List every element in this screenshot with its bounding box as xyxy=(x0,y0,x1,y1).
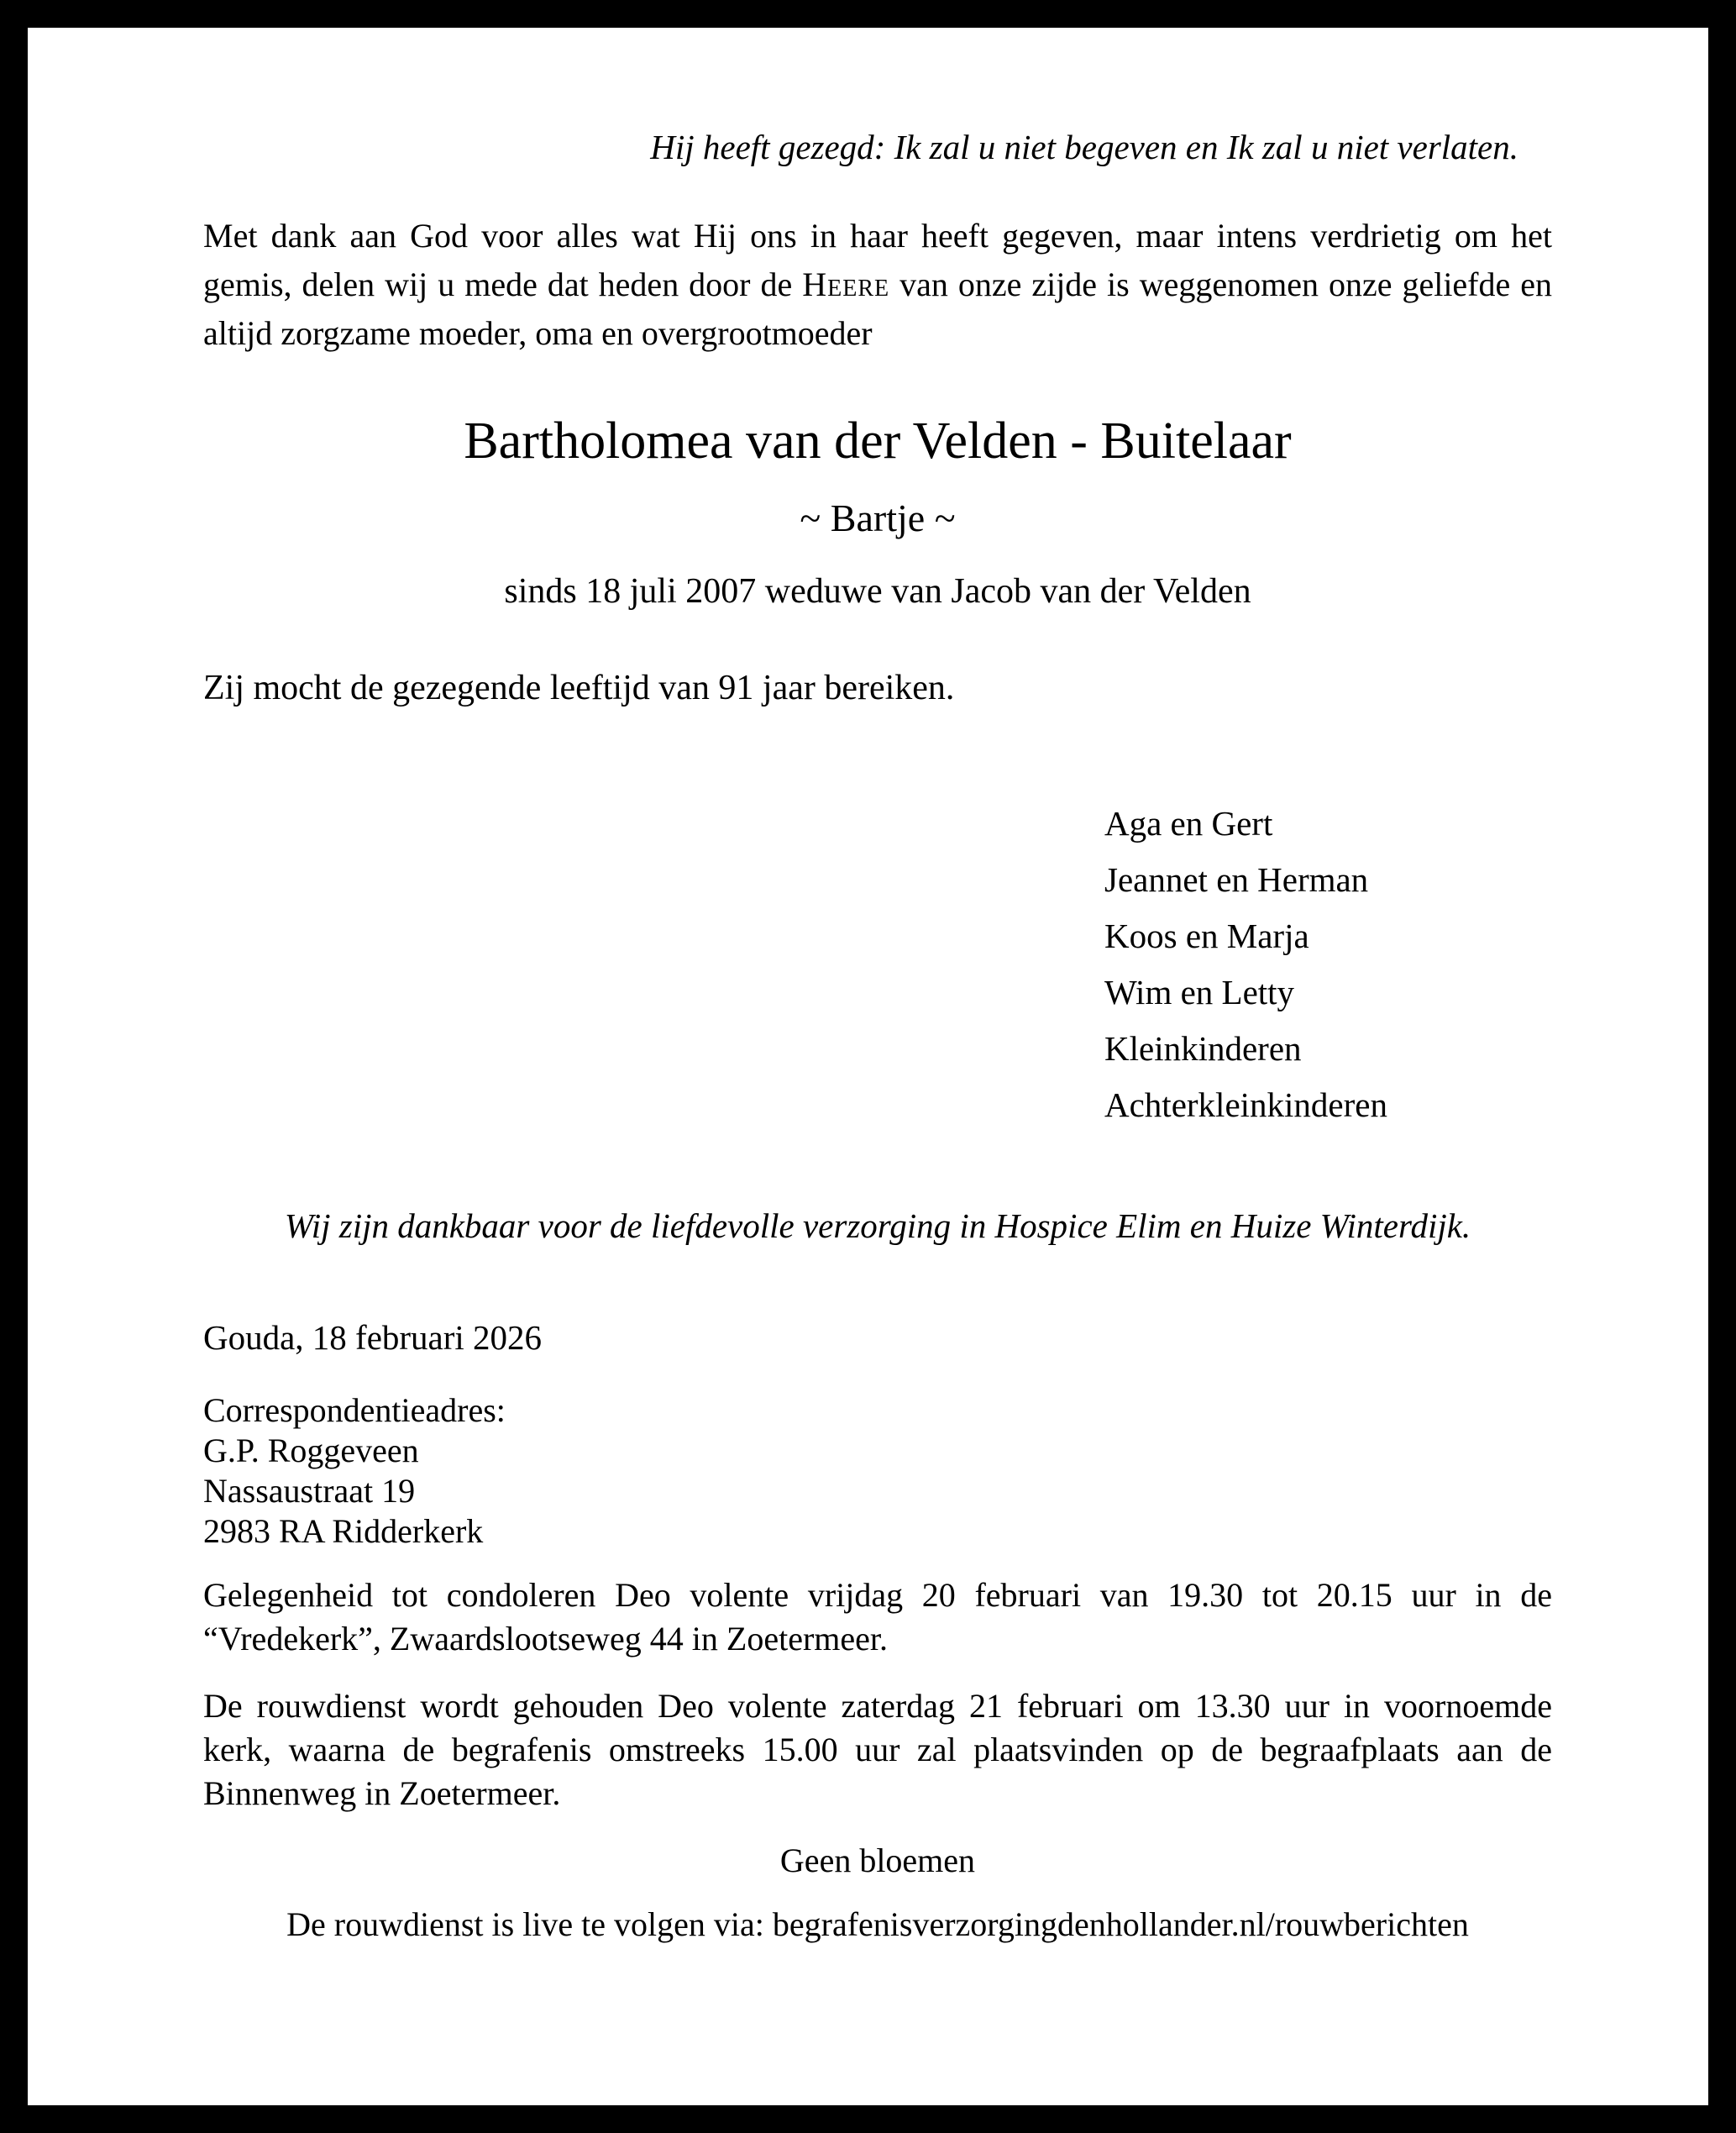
service-paragraph: De rouwdienst wordt gehouden Deo volente zaterdag 21 februari om 13.30 uur in voornoemde kerk, waarna de begrafenis omstreeks 15.00 uur zal plaatsvinden op de begraafplaats aan de Binnenweg in Zoetermeer. xyxy=(203,1687,1552,1813)
deceased-nickname: ~ Bartje ~ xyxy=(800,496,956,540)
correspondence-street: Nassaustraat 19 xyxy=(203,1472,416,1510)
family-member: Achterkleinkinderen xyxy=(1104,1085,1387,1124)
announcement-text-before: Met dank aan God voor alles wat Hij ons in haar heeft gegeven, maar intens verdrietig om het gemis, delen wij u mede dat heden door de xyxy=(203,217,1552,304)
widow-line: sinds 18 juli 2007 weduwe van Jacob van der Velden xyxy=(504,572,1251,612)
family-member: Kleinkinderen xyxy=(1104,1028,1302,1068)
livestream-line: De rouwdienst is live te volgen via: begrafenisverzorgingdenhollander.nl/rouwberichten xyxy=(286,1905,1469,1944)
correspondence-name: G.P. Roggeveen xyxy=(203,1432,419,1470)
scripture-quote: Hij heeft gezegd: Ik zal u niet begeven en Ik zal u niet verlaten. xyxy=(650,128,1518,166)
family-list xyxy=(1104,796,1552,1133)
deceased-name: Bartholomea van der Velden - Buitelaar xyxy=(464,412,1292,470)
family-member: Jeannet en Herman xyxy=(1104,859,1369,899)
age-line: Zij mocht de gezegende leeftijd van 91 jaar bereiken. xyxy=(203,668,955,707)
date-place-line: Gouda, 18 februari 2026 xyxy=(203,1318,543,1358)
no-flowers-line: Geen bloemen xyxy=(779,1841,976,1880)
gratitude-line: Wij zijn dankbaar voor de liefdevolle verzorging in Hospice Elim en Huize Winterdijk. xyxy=(284,1206,1471,1245)
announcement-text-after: van onze zijde is weggenomen onze geliefde en altijd zorgzame moeder, oma en overgrootmoeder xyxy=(203,265,1552,353)
family-member: Koos en Marja xyxy=(1104,916,1309,955)
correspondence-block xyxy=(203,1390,1552,1552)
heere-word: Heere xyxy=(802,265,890,304)
correspondence-label: Correspondentieadres: xyxy=(203,1391,506,1430)
correspondence-city: 2983 RA Ridderkerk xyxy=(203,1512,484,1551)
family-member: Wim en Letty xyxy=(1104,972,1295,1011)
announcement-paragraph xyxy=(203,212,1552,358)
family-member: Aga en Gert xyxy=(1104,803,1273,843)
condolence-paragraph: Gelegenheid tot condoleren Deo volente vrijdag 20 februari van 19.30 tot 20.15 uur in de “Vredekerk”, Zwaardslootseweg 44 in Zoetermeer. xyxy=(203,1576,1552,1658)
